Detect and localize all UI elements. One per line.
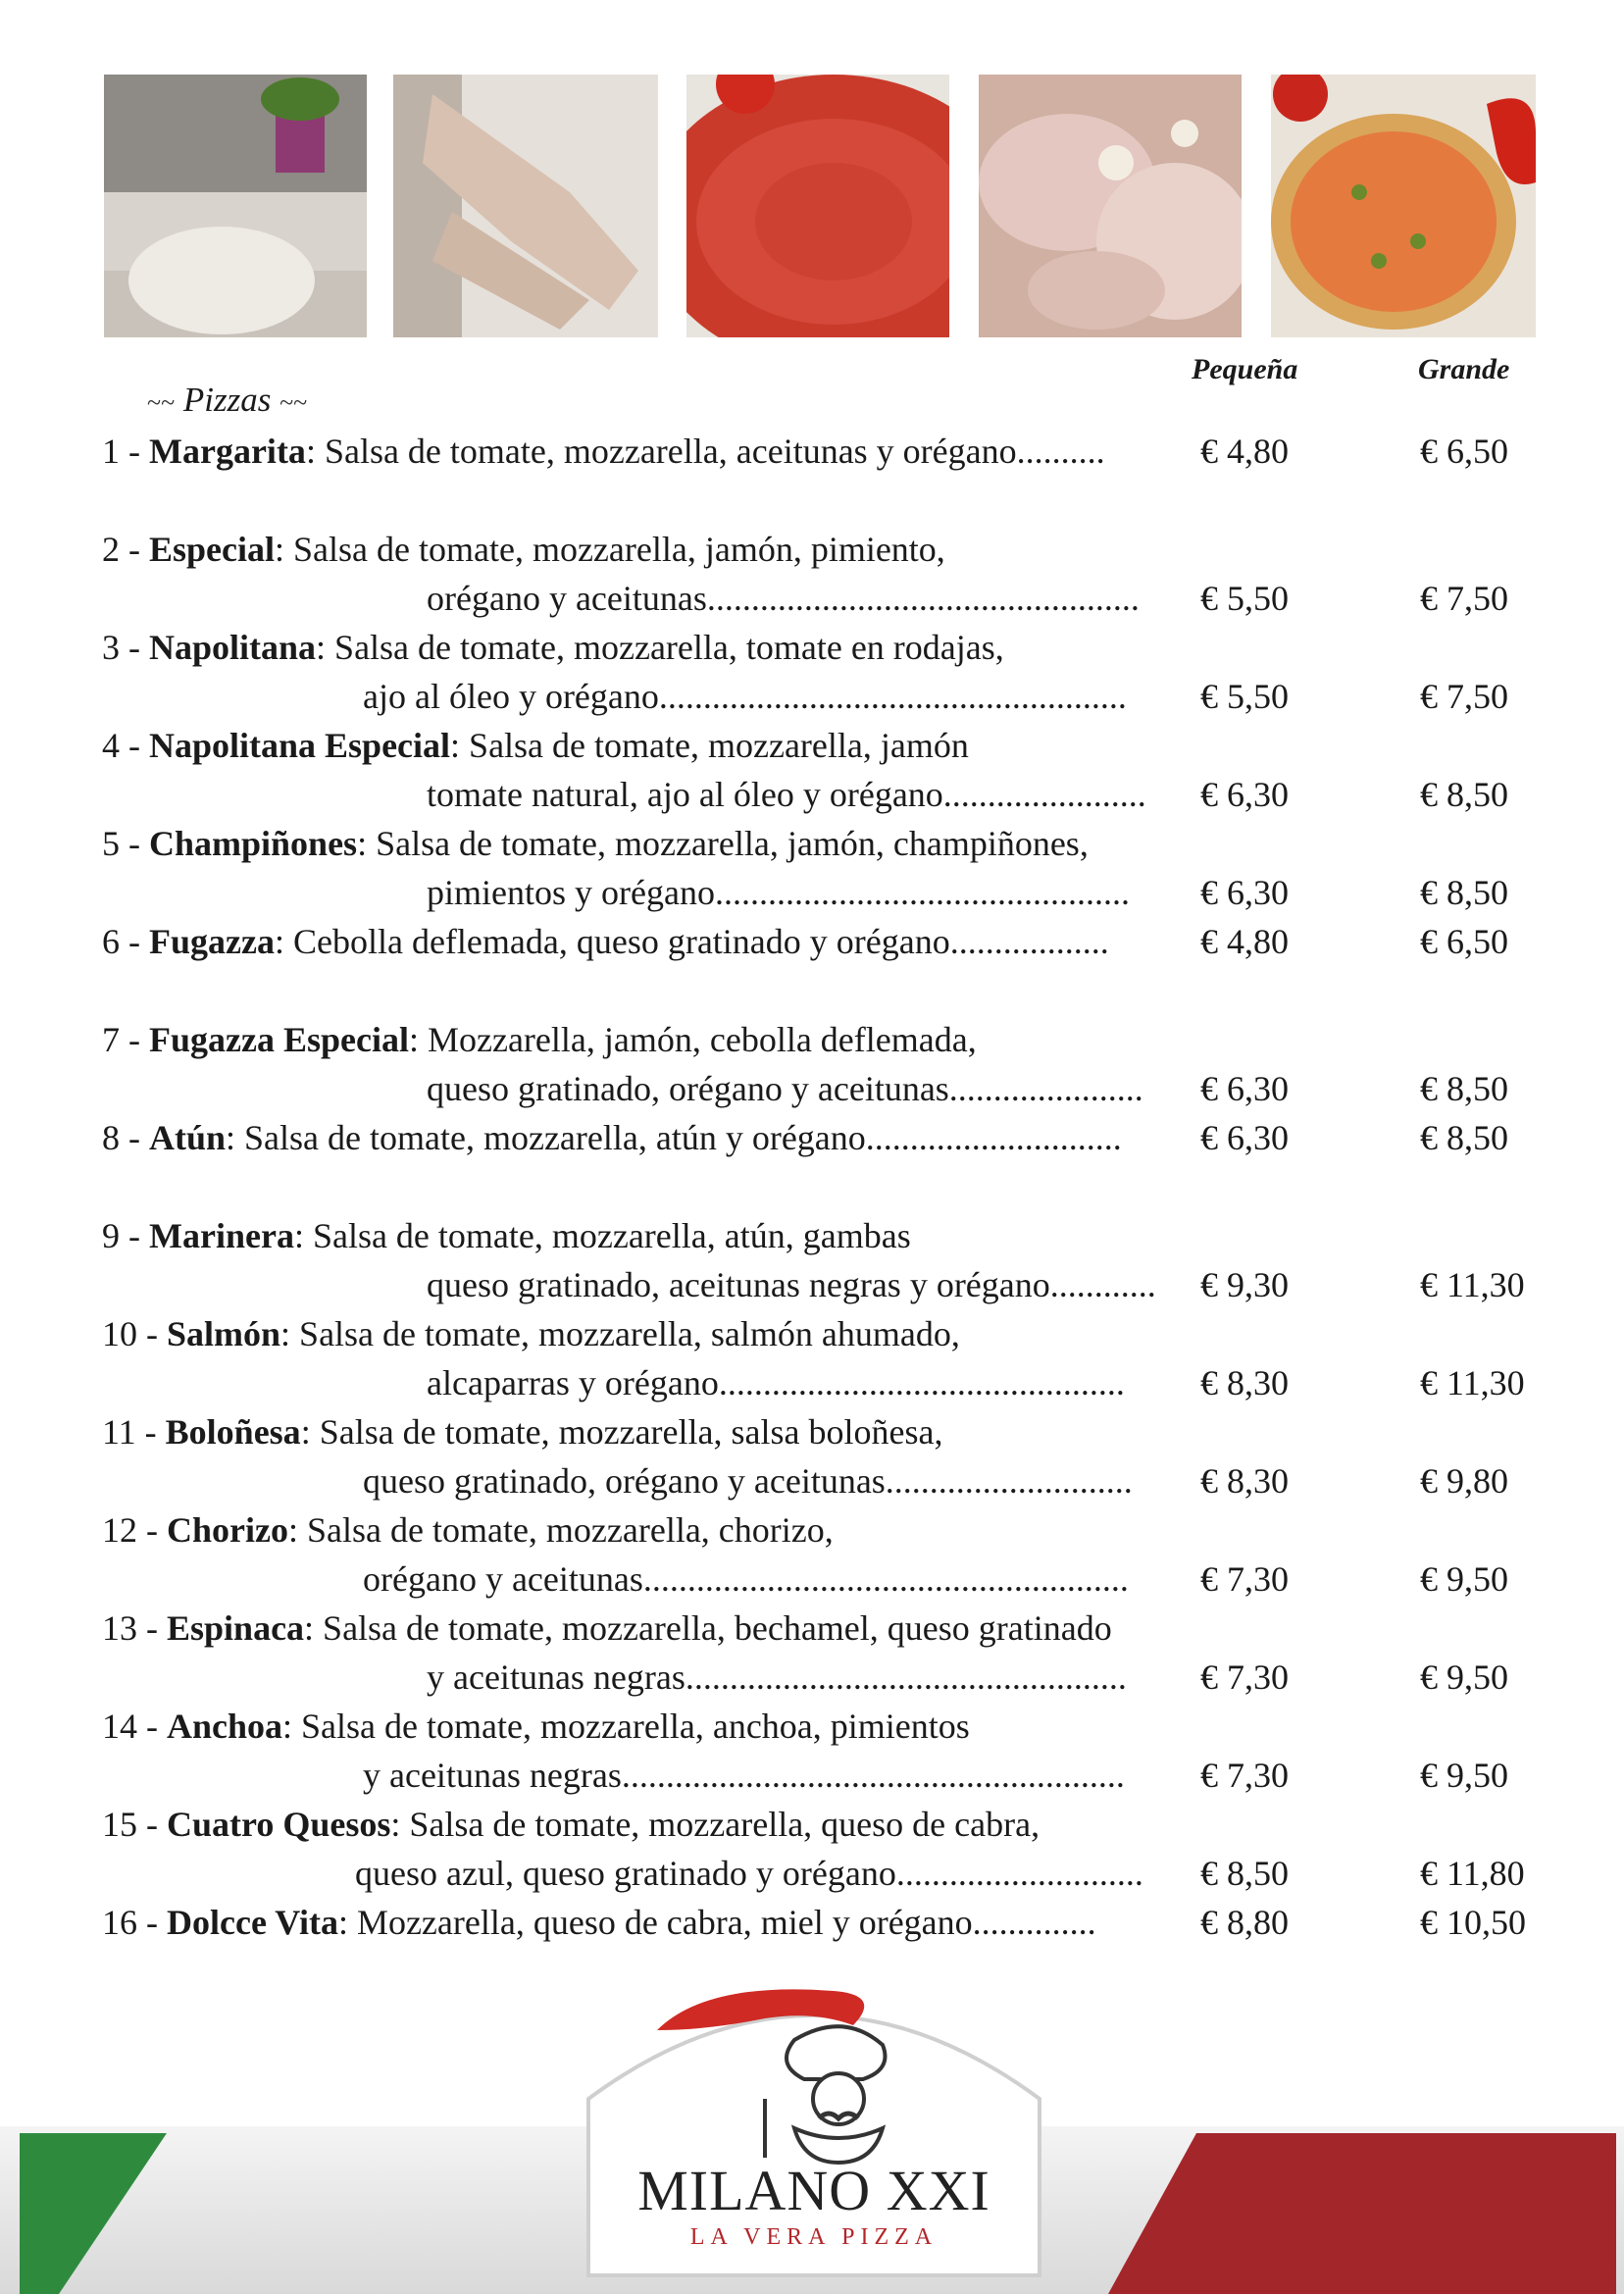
price-small: € 8,30	[1200, 1461, 1289, 1501]
item-number: 9 -	[102, 1216, 149, 1255]
menu-item-14	[102, 1706, 970, 1747]
item-description-continued: queso azul, queso gratinado y orégano............................	[355, 1854, 1143, 1893]
item-name: Fugazza	[149, 922, 275, 961]
chef-logo-icon	[647, 1971, 981, 2167]
price-large: € 8,50	[1420, 1069, 1508, 1108]
price-small: € 6,30	[1200, 1118, 1289, 1157]
item-description: : Cebolla deflemada, queso gratinado y orégano..................	[274, 922, 1109, 961]
flourish-icon: ~~	[279, 388, 308, 417]
price-small: € 7,30	[1200, 1756, 1289, 1795]
kneading-hands-photo	[393, 75, 658, 337]
item-description: : Salsa de tomate, mozzarella, jamón, pimiento,	[275, 530, 945, 569]
item-name: Especial	[149, 530, 276, 569]
price-large: € 9,50	[1420, 1756, 1508, 1795]
menu-item-10	[102, 1313, 960, 1354]
price-small: € 4,80	[1200, 432, 1289, 471]
menu-item-3	[102, 627, 1004, 668]
price-large: € 9,50	[1420, 1559, 1508, 1599]
item-description: : Salsa de tomate, mozzarella, queso de cabra,	[390, 1805, 1040, 1844]
price-small: € 6,30	[1200, 873, 1289, 912]
photo-strip	[104, 75, 1536, 337]
price-small: € 8,30	[1200, 1363, 1289, 1402]
item-description-continued: ajo al óleo y orégano.....................................................	[363, 677, 1127, 716]
price-small: € 5,50	[1200, 579, 1289, 618]
brand-tagline: LA VERA PIZZA	[689, 2224, 939, 2250]
item-number: 10 -	[102, 1314, 167, 1353]
item-name: Anchoa	[167, 1707, 283, 1746]
section-title	[147, 381, 307, 420]
dough-ball-photo	[104, 75, 367, 337]
item-description-continued: tomate natural, ajo al óleo y orégano.......................	[427, 775, 1146, 814]
item-description-continued: queso gratinado, orégano y aceitunas............................	[363, 1461, 1133, 1501]
item-number: 16 -	[102, 1903, 167, 1942]
item-number: 14 -	[102, 1707, 167, 1746]
menu-item-7	[102, 1019, 977, 1060]
item-number: 2 -	[102, 530, 149, 569]
item-description-continued: orégano y aceitunas.......................................................	[363, 1559, 1129, 1599]
item-number: 15 -	[102, 1805, 167, 1844]
price-large: € 7,50	[1420, 677, 1508, 716]
ham-cheese-photo	[979, 75, 1242, 337]
price-small: € 6,30	[1200, 1069, 1289, 1108]
price-large: € 8,50	[1420, 873, 1508, 912]
item-description: : Salsa de tomate, mozzarella, salsa boloñesa,	[300, 1412, 943, 1452]
price-large: € 11,30	[1420, 1363, 1525, 1402]
item-name: Napolitana	[149, 628, 317, 667]
item-description-continued: y aceitunas negras..................................................	[427, 1657, 1127, 1697]
item-description: : Salsa de tomate, mozzarella, salmón ahumado,	[280, 1314, 960, 1353]
item-description-continued: queso gratinado, orégano y aceitunas......................	[427, 1069, 1143, 1108]
item-number: 11 -	[102, 1412, 166, 1452]
menu-item-2	[102, 529, 945, 570]
item-number: 5 -	[102, 824, 149, 863]
item-number: 3 -	[102, 628, 149, 667]
baked-pizza-photo	[1271, 75, 1536, 337]
item-description: : Salsa de tomate, mozzarella, bechamel, queso gratinado	[304, 1608, 1112, 1648]
price-small: € 8,80	[1200, 1903, 1289, 1942]
price-small: € 4,80	[1200, 922, 1289, 961]
item-description-continued: orégano y aceitunas.................................................	[427, 579, 1140, 618]
item-name: Margarita	[149, 432, 306, 471]
item-name: Espinaca	[167, 1608, 305, 1648]
item-number: 13 -	[102, 1608, 167, 1648]
price-small: € 9,30	[1200, 1265, 1289, 1304]
item-number: 7 -	[102, 1020, 149, 1059]
item-description: : Salsa de tomate, mozzarella, tomate en rodajas,	[316, 628, 1004, 667]
item-description-continued: y aceitunas negras.........................................................	[363, 1756, 1125, 1795]
item-name: Marinera	[149, 1216, 294, 1255]
menu-item-1	[102, 431, 1105, 472]
flourish-icon: ~~	[147, 388, 176, 417]
price-large: € 10,50	[1420, 1903, 1526, 1942]
menu-item-8	[102, 1117, 1122, 1158]
price-small: € 6,30	[1200, 775, 1289, 814]
price-large: € 8,50	[1420, 1118, 1508, 1157]
menu-item-5	[102, 823, 1089, 864]
price-large: € 8,50	[1420, 775, 1508, 814]
menu-item-9	[102, 1215, 911, 1256]
item-name: Chorizo	[167, 1510, 288, 1550]
item-description: : Mozzarella, jamón, cebolla deflemada,	[408, 1020, 977, 1059]
menu-item-4	[102, 725, 969, 766]
item-name: Salmón	[167, 1314, 281, 1353]
price-small: € 7,30	[1200, 1657, 1289, 1697]
price-small: € 8,50	[1200, 1854, 1289, 1893]
item-description: : Salsa de tomate, mozzarella, anchoa, pimientos	[282, 1707, 970, 1746]
price-small: € 5,50	[1200, 677, 1289, 716]
item-name: Boloñesa	[165, 1412, 301, 1452]
menu-item-16	[102, 1902, 1096, 1943]
item-name: Cuatro Quesos	[167, 1805, 391, 1844]
item-number: 4 -	[102, 726, 149, 765]
item-description: : Salsa de tomate, mozzarella, atún y orégano.............................	[226, 1118, 1122, 1157]
price-large: € 11,30	[1420, 1265, 1525, 1304]
menu-item-13	[102, 1607, 1112, 1649]
menu-item-15	[102, 1804, 1040, 1845]
item-description: : Salsa de tomate, mozzarella, atún, gambas	[293, 1216, 911, 1255]
item-name: Champiñones	[149, 824, 358, 863]
item-name: Napolitana Especial	[149, 726, 451, 765]
price-large: € 7,50	[1420, 579, 1508, 618]
item-description: : Salsa de tomate, mozzarella, aceitunas y orégano..........	[305, 432, 1105, 471]
price-large: € 9,80	[1420, 1461, 1508, 1501]
price-large: € 9,50	[1420, 1657, 1508, 1697]
item-description-continued: pimientos y orégano...............................................	[427, 873, 1130, 912]
section-title-text: Pizzas	[182, 381, 272, 419]
item-number: 8 -	[102, 1118, 149, 1157]
item-description: : Salsa de tomate, mozzarella, jamón	[450, 726, 969, 765]
item-description: : Mozzarella, queso de cabra, miel y orégano..............	[337, 1903, 1096, 1942]
tomato-base-photo	[686, 75, 949, 337]
item-number: 12 -	[102, 1510, 167, 1550]
price-large: € 6,50	[1420, 432, 1508, 471]
column-header-large: Grande	[1418, 353, 1510, 385]
item-number: 6 -	[102, 922, 149, 961]
column-header-small: Pequeña	[1192, 353, 1298, 385]
item-description-continued: queso gratinado, aceitunas negras y orégano............	[427, 1265, 1156, 1304]
price-large: € 11,80	[1420, 1854, 1525, 1893]
item-description: : Salsa de tomate, mozzarella, jamón, champiñones,	[357, 824, 1089, 863]
item-name: Atún	[149, 1118, 227, 1157]
item-description: : Salsa de tomate, mozzarella, chorizo,	[287, 1510, 834, 1550]
item-description-continued: alcaparras y orégano..............................................	[427, 1363, 1125, 1402]
price-large: € 6,50	[1420, 922, 1508, 961]
brand-name: MILANO XXI	[637, 2159, 990, 2222]
item-number: 1 -	[102, 432, 149, 471]
menu-item-11	[102, 1411, 942, 1453]
item-name: Dolcce Vita	[167, 1903, 338, 1942]
menu-item-12	[102, 1509, 834, 1551]
menu-item-6	[102, 921, 1109, 962]
price-small: € 7,30	[1200, 1559, 1289, 1599]
item-name: Fugazza Especial	[149, 1020, 409, 1059]
